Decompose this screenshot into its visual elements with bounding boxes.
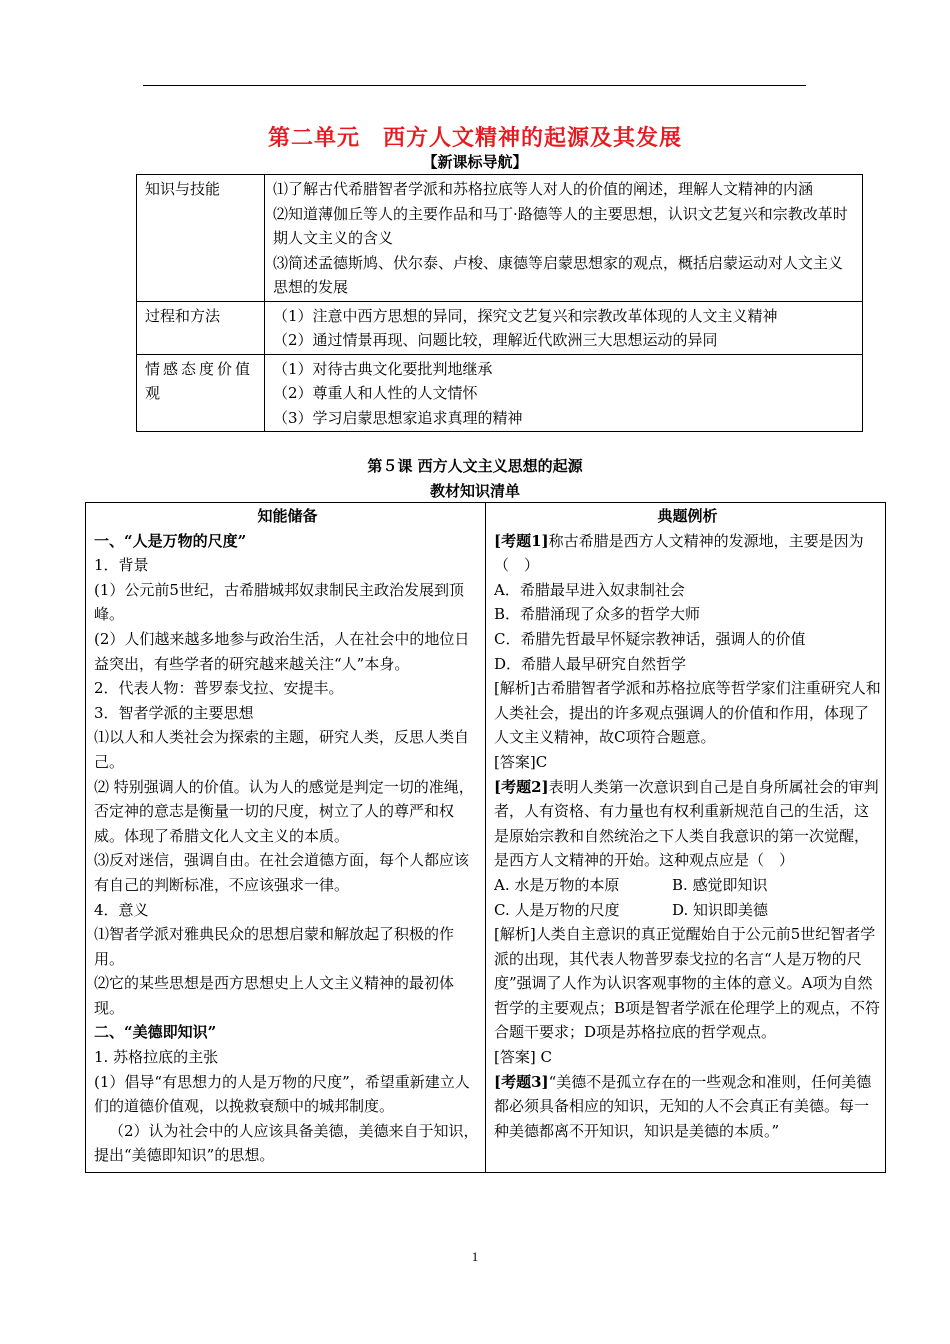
question-2 — [494, 775, 881, 873]
goal-line: （2）尊重人和人性的人文情怀 — [273, 384, 478, 402]
goal-row — [137, 301, 863, 354]
question-label: [考题2] — [494, 777, 549, 796]
goal-line: ⑵知道薄伽丘等人的主要作品和马丁·路德等人的主要思想，认识文艺复兴和宗教改革时期人文主义的含义 — [273, 204, 848, 247]
question-label: [考题3] — [494, 1072, 549, 1091]
answer: [答案] C — [494, 1048, 552, 1067]
option: C．希腊先哲最早怀疑宗教神话，强调人的价值 — [494, 629, 806, 648]
analysis: [解析]古希腊智者学派和苏格拉底等哲学家们注重研究人和人类社会，提出的许多观点强调人的价值和作用，体现了人文主义精神，故C项符合题意。 — [494, 679, 881, 747]
option: D．希腊人最早研究自然哲学 — [494, 654, 687, 673]
question-3 — [494, 1070, 881, 1144]
unit-title: 第二单元 西方人文精神的起源及其发展 — [267, 125, 682, 151]
option: D. 知识即美德 — [672, 900, 769, 919]
answer: [答案]C — [494, 752, 548, 771]
goal-line: ⑴了解古代希腊智者学派和苏格拉底等人对人的价值的阐述，理解人文精神的内涵 — [273, 180, 814, 198]
paragraph: (2）人们越来越多地参与政治生活，人在社会中的地位日益突出，有些学者的研究越来越关注“人”本身。 — [94, 629, 470, 673]
paragraph: (1）倡导“有思想力的人是万物的尺度”，希望重新建立人们的道德价值观，以挽救衰颓中的城邦制度。 — [94, 1072, 470, 1116]
goals-table — [136, 174, 863, 432]
nav-title: 【新课标导航】 — [422, 153, 528, 171]
goal-line: （3）学习启蒙思想家追求真理的精神 — [273, 408, 523, 427]
knowledge-table — [85, 502, 886, 1173]
goal-content — [265, 175, 863, 302]
option: B．希腊涌现了众多的哲学大师 — [494, 605, 701, 624]
option: B. 感觉即知识 — [672, 875, 768, 894]
lesson-title: 第５课 西方人文主义思想的起源 — [367, 457, 583, 475]
goal-line: （1）对待古典文化要批判地继承 — [273, 359, 493, 378]
goal-row — [137, 354, 863, 432]
goal-row — [137, 175, 863, 302]
knowledge-column — [86, 503, 486, 1173]
option: A．希腊最早进入奴隶制社会 — [494, 580, 685, 599]
paragraph: ⑵ 特别强调人的价值。认为人的感觉是判定一切的准绳，否定神的意志是衡量一切的尺度，树立了人的尊严和权威。体现了希腊文化人文主义的本质。 — [94, 777, 474, 845]
column-header: 典题例析 — [657, 507, 718, 525]
section-heading: 一、“人是万物的尺度” — [94, 531, 247, 550]
goal-content — [265, 354, 863, 432]
goal-category: 知识与技能 — [137, 175, 265, 302]
question-1 — [494, 529, 881, 578]
examples-column — [486, 503, 886, 1173]
column-header: 知能储备 — [257, 507, 318, 525]
goal-category: 情感态度价值观 — [137, 354, 265, 432]
paragraph: ⑴以人和人类社会为探索的主题，研究人类，反思人类自己。 — [94, 728, 470, 771]
paragraph: ⑵它的某些思想是西方思想史上人文主义精神的最初体现。 — [94, 974, 455, 1017]
question-label: [考题1] — [494, 531, 549, 550]
question-stem: 称古希腊是西方人文精神的发源地，主要是因为（ ） — [494, 531, 864, 575]
paragraph: ⑴智者学派对雅典民众的思想启蒙和解放起了积极的作用。 — [94, 925, 455, 968]
paragraph: 4．意义 — [94, 900, 149, 919]
goal-line: （1）注意中西方思想的异同，探究文艺复兴和宗教改革体现的人文主义精神 — [273, 306, 778, 325]
analysis: [解析]人类自主意识的真正觉醒始自于公元前5世纪智者学派的出现，其代表人物普罗泰戈拉的名言“人是万物的尺度”强调了人作为认识客观事物的主体的意义。A项为自然哲学的主要观点；B项是智者学派在伦理学上的观点，不符合题干要求；D项是苏格拉底的哲学观点。 — [494, 925, 881, 1042]
paragraph: 1．背景 — [94, 556, 149, 575]
paragraph: (1）公元前5世纪，古希腊城邦奴隶制民主政治发展到顶峰。 — [94, 580, 464, 624]
paragraph: （2）认为社会中的人应该具备美德，美德来自于知识，提出“美德即知识”的思想。 — [94, 1121, 479, 1165]
goal-line: （2）通过情景再现、问题比较，理解近代欧洲三大思想运动的异同 — [273, 331, 718, 349]
page-number: 1 — [471, 1249, 479, 1264]
goal-content — [265, 301, 863, 354]
option: C. 人是万物的尺度 — [494, 900, 620, 919]
goal-category: 过程和方法 — [137, 301, 265, 354]
paragraph: 3．智者学派的主要思想 — [94, 703, 254, 722]
paragraph: 2．代表人物：普罗泰戈拉、安提丰。 — [94, 679, 344, 698]
question-stem: 表明人类第一次意识到自己是自身所属社会的审判者，人有资格、有力量也有权利重新规范自己的生活，这是原始宗教和自然统治之下人类自我意识的第一次觉醒，是西方人文精神的开始。这种观点应是（ ） — [494, 777, 879, 870]
question-stem: “美德不是孤立存在的一些观念和准则，任何美德都必须具备相应的知识，无知的人不会真正有美德。每一种美德都离不开知识，知识是美德的本质。” — [494, 1072, 872, 1140]
section-heading: 二、“美德即知识” — [94, 1023, 217, 1042]
paragraph: ⑶反对迷信，强调自由。在社会道德方面，每个人都应该有自己的判断标准，不应该强求一律。 — [94, 851, 470, 894]
option-row — [494, 873, 881, 898]
header-rule — [143, 85, 806, 86]
list-title: 教材知识清单 — [429, 482, 520, 500]
paragraph: 1. 苏格拉底的主张 — [94, 1048, 219, 1067]
goal-line: ⑶简述孟德斯鸠、伏尔泰、卢梭、康德等启蒙思想家的观点，概括启蒙运动对人文主义思想的发展 — [273, 253, 844, 296]
option: A. 水是万物的本原 — [494, 875, 620, 894]
option-row — [494, 898, 881, 923]
